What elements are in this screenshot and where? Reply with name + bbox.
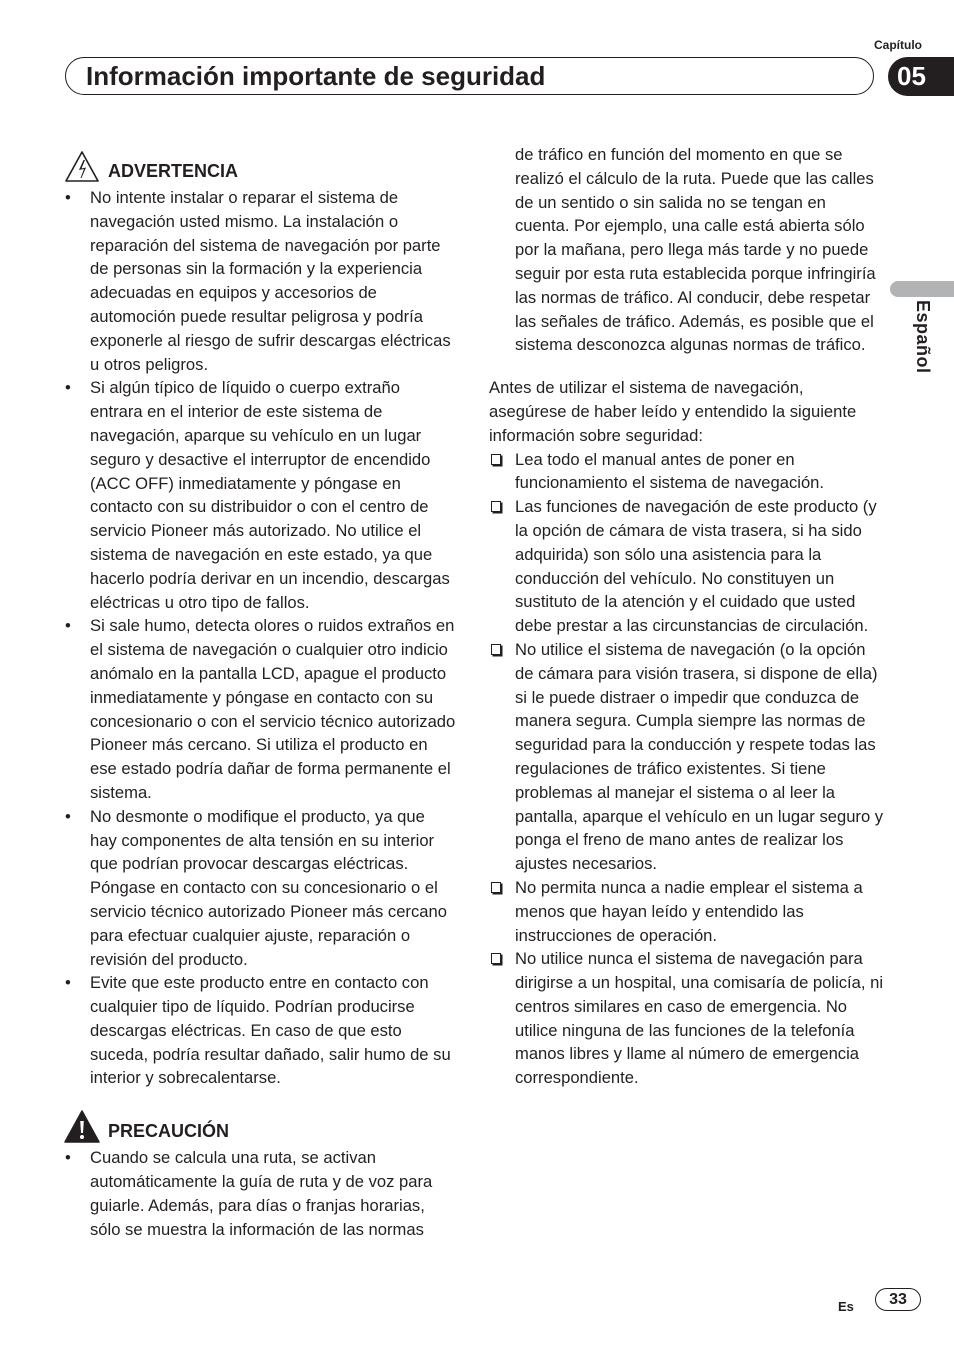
warning-item: • No intente instalar o reparar el sistema de navegación usted mismo. La instalación o reparación del sistema de navegación por parte de personas sin la formación y la experiencia adecuadas en equipos y accesorios de automoción puede resultar peligrosa y podría exponerle al riesgo de sufrir descargas eléctricas u otros peligros.	[62, 186, 456, 376]
checklist-text: No permita nunca a nadie emplear el sistema a menos que hayan leído y entendido las instrucciones de operación.	[515, 877, 863, 945]
caution-exclamation-icon	[64, 1110, 100, 1144]
caution-title: PRECAUCIÓN	[108, 1121, 230, 1142]
checkbox-icon	[491, 644, 501, 655]
checklist-item	[489, 495, 884, 638]
caution-continuation: de tráfico en función del momento en que se realizó el cálculo de la ruta. Puede que las calles de un sentido o sin salida no se tengan en cuenta. Por ejemplo, una calle está abierta sólo por la mañana, pero llega más tarde y no puede seguir por esta ruta establecida porque infringiría las normas de tráfico. Al conducir, debe respetar las señales de tráfico. Además, es posible que el sistema desconozca algunas normas de tráfico.	[515, 145, 876, 355]
warning-item: • No desmonte o modifique el producto, ya que hay componentes de alta tensión en su interior que podrían provocar descargas eléctricas. Póngase en contacto con su concesionario o el servicio técnico autorizado Pioneer más cercano para efectuar cualquier ajuste, reparación o revisión del producto.	[62, 805, 456, 972]
warning-section	[62, 148, 456, 1090]
checklist-text: Las funciones de navegación de este producto (y la opción de cámara de vista trasera, si ha sido adquirida) son sólo una asistencia para la conducción del vehículo. No constituyen un sustituto de la atención y el cuidado que usted debe prestar a las circunstancias de circulación.	[515, 497, 877, 636]
title-bar	[65, 57, 874, 95]
checklist-text: Lea todo el manual antes de poner en funcionamiento el sistema de navegación.	[515, 449, 825, 493]
page-title: Información importante de seguridad	[86, 61, 546, 91]
checklist-item	[489, 448, 884, 496]
checklist-item	[489, 638, 884, 876]
side-tab-language: Español	[913, 300, 933, 374]
right-column	[489, 143, 884, 1090]
caution-heading	[64, 1108, 456, 1146]
chapter-label: Capítulo	[874, 38, 922, 52]
checklist-text: No utilice el sistema de navegación (o la opción de cámara para visión trasera, si dispone de ella) si le puede distraer o impedir que conduzca de manera segura. Cumpla siempre las normas de seguridad para la conducción y respete todas las regulaciones de tráfico existentes. Si tiene problemas al manejar el sistema o al leer la pantalla, aparque el vehículo en un lugar seguro y ponga el freno de mano antes de realizar los ajustes necesarios.	[515, 639, 884, 874]
chapter-number-badge: 05	[888, 57, 954, 96]
checklist-item	[489, 876, 884, 947]
checkbox-icon	[491, 953, 501, 964]
checklist-text: No utilice nunca el sistema de navegación para dirigirse a un hospital, una comisaría de policía, ni centros similares en caso de emergencia. No utilice ninguna de las funciones de la telefonía manos libres y llame al número de emergencia correspondiente.	[515, 949, 884, 1088]
checkbox-icon	[491, 882, 501, 893]
warning-title: ADVERTENCIA	[108, 161, 239, 182]
caution-list	[62, 1146, 456, 1241]
safety-checklist	[489, 448, 884, 1091]
checklist-item	[489, 947, 884, 1090]
checkbox-icon	[491, 501, 501, 512]
warning-item: • Si algún típico de líquido o cuerpo extraño entrara en el interior de este sistema de navegación, aparque su vehículo en un lugar seguro y desactive el interruptor de encendido (ACC OFF) inmediatamente y póngase en contacto con su distribuidor o con el centro de servicio Pioneer más autorizado. No utilice el sistema de navegación en este estado, ya que hacerlo podría derivar en un incendio, descargas eléctricas u otro tipo de fallos.	[62, 376, 456, 614]
caution-section	[62, 1108, 456, 1241]
safety-intro: Antes de utilizar el sistema de navegación, asegúrese de haber leído y entendido la siguiente información sobre seguridad:	[489, 378, 857, 445]
warning-heading	[64, 148, 456, 186]
warning-list	[62, 186, 456, 1090]
electric-shock-warning-icon	[64, 150, 100, 184]
page-number: 33	[875, 1288, 921, 1311]
left-column	[62, 148, 456, 1241]
warning-item: • Si sale humo, detecta olores o ruidos extraños en el sistema de navegación o cualquier otro indicio anómalo en la pantalla LCD, apague el producto inmediatamente y póngase en contacto con su concesionario o con el servicio técnico autorizado Pioneer más cercano. Si utiliza el producto en ese estado podría dañar de forma permanente el sistema.	[62, 614, 456, 804]
warning-item: • Evite que este producto entre en contacto con cualquier tipo de líquido. Podrían producirse descargas eléctricas. En caso de que esto suceda, podría resultar dañado, salir humo de su interior y sobrecalentarse.	[62, 971, 456, 1090]
side-tab-marker	[890, 281, 954, 297]
footer-language-code: Es	[838, 1299, 854, 1314]
caution-item: • Cuando se calcula una ruta, se activan automáticamente la guía de ruta y de voz para guiarle. Además, para días o franjas horarias, sólo se muestra la información de las normas	[62, 1146, 456, 1241]
checkbox-icon	[491, 454, 501, 465]
